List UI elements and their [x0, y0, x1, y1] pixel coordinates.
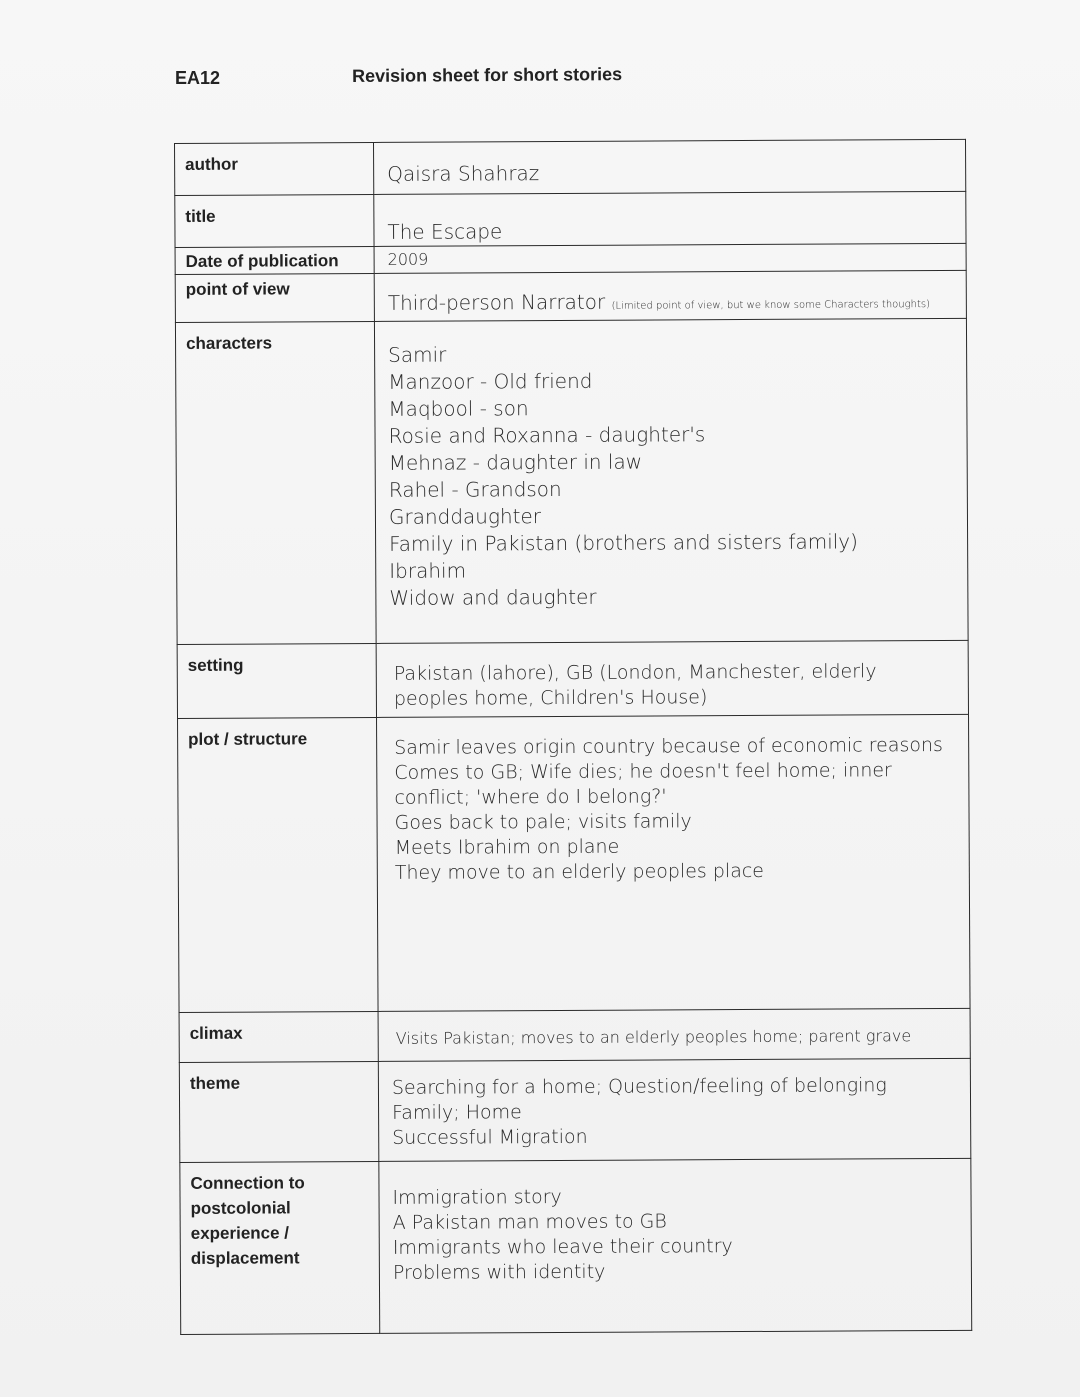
value-theme: [378, 1058, 971, 1161]
plot-line: Samir leaves origin country because of economic reasons: [394, 733, 943, 759]
course-code: EA12: [175, 68, 221, 88]
character-line: Ibrahim: [389, 558, 467, 583]
character-line: Rahel - Grandson: [388, 476, 562, 502]
setting-line: peoples home, Children's House): [393, 686, 708, 710]
connection-label-line: displacement: [190, 1248, 300, 1268]
plot-line: Comes to GB; Wife dies; he doesn't feel home; inner: [394, 759, 892, 784]
connection-label-line: postcolonial: [190, 1198, 291, 1218]
row-date: [175, 243, 966, 274]
row-theme: [179, 1058, 971, 1162]
character-line: Manzoor - Old friend: [388, 368, 593, 394]
label-plot: plot / structure: [178, 717, 379, 1012]
label-author: author: [175, 142, 374, 195]
character-line: Granddaughter: [388, 504, 542, 529]
plot-line: Goes back to pale; visits family: [394, 810, 692, 834]
value-characters: [374, 318, 968, 643]
row-author: [175, 139, 966, 195]
story-table: [174, 139, 972, 1335]
character-line: Mehnaz - daughter in law: [388, 449, 643, 475]
plot-line: Meets Ibrahim on plane: [394, 835, 620, 859]
character-line: Family in Pakistan (brothers and sisters family): [389, 529, 858, 556]
value-pov: [374, 270, 966, 321]
pov-note: (Limited point of view, but we know some Characters thoughts): [611, 299, 931, 312]
character-line: Widow and daughter: [389, 584, 597, 610]
character-line: Rosie and Roxanna - daughter's: [388, 422, 706, 448]
row-pov: [175, 270, 966, 322]
row-plot: [178, 714, 971, 1012]
value-author: Qaisra Shahraz: [373, 139, 965, 194]
row-setting: [177, 640, 968, 718]
connection-line: Immigration story: [392, 1185, 562, 1209]
connection-line: Problems with identity: [392, 1260, 606, 1284]
label-connection: [180, 1161, 380, 1334]
value-climax: Visits Pakistan; moves to an elderly peoples home; parent grave: [378, 1008, 970, 1061]
value-title: The Escape: [374, 191, 966, 246]
theme-line: Successful Migration: [392, 1125, 588, 1149]
plot-line: conflict; 'where do I belong?': [394, 785, 667, 809]
value-connection: [379, 1158, 972, 1333]
theme-line: Family; Home: [392, 1101, 522, 1124]
label-title: title: [175, 194, 374, 247]
theme-line: Searching for a home; Question/feeling of belonging: [391, 1074, 887, 1099]
row-climax: [179, 1008, 970, 1062]
label-date: Date of publication: [175, 246, 374, 274]
connection-line: A Pakistan man moves to GB: [392, 1210, 667, 1234]
character-line: Samir: [388, 342, 447, 367]
row-characters: [175, 318, 968, 644]
setting-line: Pakistan (lahore), GB (London, Manchester, elderly: [393, 660, 877, 685]
plot-line: They move to an elderly peoples place: [394, 859, 765, 884]
sheet-title: Revision sheet for short stories: [352, 64, 623, 86]
value-setting: [376, 640, 968, 717]
connection-label-line: experience /: [190, 1223, 290, 1243]
label-climax: climax: [179, 1011, 378, 1062]
value-date: 2009: [374, 243, 966, 273]
character-line: Maqbool - son: [388, 396, 529, 421]
pov-main: Third-person Narrator: [387, 289, 606, 315]
value-plot: [377, 714, 971, 1011]
connection-line: Immigrants who leave their country: [392, 1235, 733, 1259]
connection-label-line: Connection to: [190, 1173, 305, 1193]
row-connection: [180, 1158, 972, 1334]
label-setting: setting: [177, 643, 376, 718]
label-pov: point of view: [175, 273, 374, 322]
label-characters: characters: [175, 321, 376, 644]
row-title: [175, 191, 966, 247]
label-theme: theme: [179, 1061, 379, 1162]
